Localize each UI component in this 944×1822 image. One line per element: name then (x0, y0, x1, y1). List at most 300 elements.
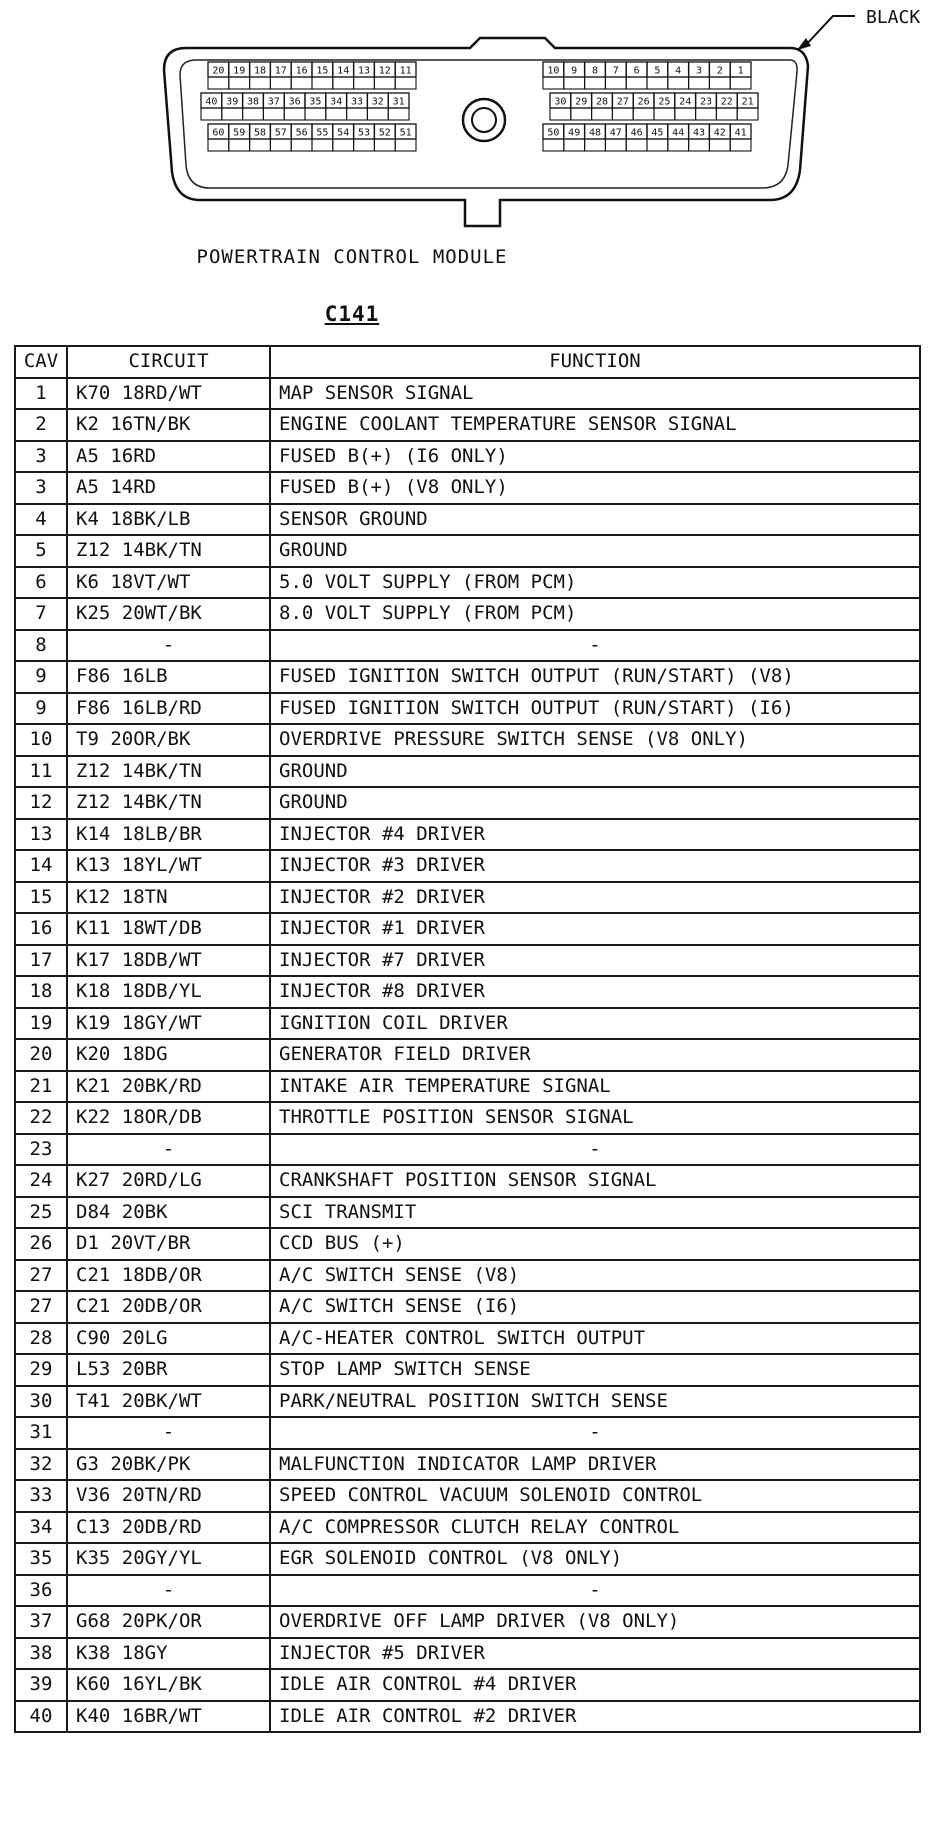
cav-cell: 6 (15, 567, 67, 599)
circuit-cell: K17 18DB/WT (67, 945, 270, 977)
table-row (15, 472, 920, 504)
pin-terminal (312, 139, 333, 151)
pin-number: 5 (654, 65, 661, 77)
circuit-cell: K40 16BR/WT (67, 1701, 270, 1733)
pin-number: 50 (547, 127, 560, 139)
table-row (15, 409, 920, 441)
table-row (15, 661, 920, 693)
pin-number: 11 (399, 65, 412, 77)
function-cell: MALFUNCTION INDICATOR LAMP DRIVER (270, 1449, 920, 1481)
pin-terminal (737, 108, 758, 120)
function-cell: SPEED CONTROL VACUUM SOLENOID CONTROL (270, 1480, 920, 1512)
cav-cell: 27 (15, 1291, 67, 1323)
table-row (15, 1039, 920, 1071)
cav-cell: 9 (15, 661, 67, 693)
table-row (15, 1669, 920, 1701)
pin-number: 31 (392, 96, 405, 108)
pin-number: 8 (591, 65, 599, 77)
pin-number: 19 (233, 65, 246, 77)
pin-number: 17 (274, 65, 287, 77)
pin-terminal (374, 77, 395, 89)
circuit-cell: Z12 14BK/TN (67, 535, 270, 567)
pin-number: 12 (378, 65, 391, 77)
pin-terminal (647, 139, 668, 151)
function-cell: INJECTOR #1 DRIVER (270, 913, 920, 945)
pin-terminal (675, 108, 696, 120)
pin-number: 43 (692, 127, 706, 139)
circuit-cell: K6 18VT/WT (67, 567, 270, 599)
circuit-cell: - (67, 1417, 270, 1449)
function-cell: ENGINE COOLANT TEMPERATURE SENSOR SIGNAL (270, 409, 920, 441)
table-row (15, 787, 920, 819)
pin-number: 38 (246, 96, 260, 108)
circuit-cell: L53 20BR (67, 1354, 270, 1386)
function-cell: INJECTOR #2 DRIVER (270, 882, 920, 914)
pin-number: 29 (575, 96, 588, 108)
pin-terminal (263, 108, 284, 120)
function-cell: GROUND (270, 787, 920, 819)
circuit-cell: K70 18RD/WT (67, 378, 270, 410)
header-circuit: CIRCUIT (67, 346, 270, 378)
circuit-cell: G68 20PK/OR (67, 1606, 270, 1638)
table-row (15, 1512, 920, 1544)
pin-number: 2 (716, 65, 723, 77)
pin-terminal (633, 108, 654, 120)
pin-terminal (312, 77, 333, 89)
function-cell: SCI TRANSMIT (270, 1197, 920, 1229)
table-row (15, 1197, 920, 1229)
function-cell: GENERATOR FIELD DRIVER (270, 1039, 920, 1071)
function-cell: - (270, 1134, 920, 1166)
table-row (15, 567, 920, 599)
pin-terminal (201, 108, 222, 120)
circuit-cell: K60 16YL/BK (67, 1669, 270, 1701)
pin-number: 18 (253, 65, 267, 77)
function-cell: - (270, 630, 920, 662)
cav-cell: 11 (15, 756, 67, 788)
pin-number: 30 (554, 96, 567, 108)
table-row (15, 1071, 920, 1103)
pin-terminal (326, 108, 347, 120)
pin-terminal (291, 139, 312, 151)
pin-number: 48 (588, 127, 602, 139)
circuit-cell: D1 20VT/BR (67, 1228, 270, 1260)
cav-cell: 40 (15, 1701, 67, 1733)
function-cell: INJECTOR #5 DRIVER (270, 1638, 920, 1670)
circuit-cell: G3 20BK/PK (67, 1449, 270, 1481)
pin-terminal (716, 108, 737, 120)
function-cell: INJECTOR #7 DRIVER (270, 945, 920, 977)
pin-number: 32 (371, 96, 384, 108)
pin-terminal (730, 139, 751, 151)
circuit-cell: K18 18DB/YL (67, 976, 270, 1008)
circuit-cell: K27 20RD/LG (67, 1165, 270, 1197)
cav-cell: 35 (15, 1543, 67, 1575)
pin-number: 37 (267, 96, 280, 108)
table-row (15, 724, 920, 756)
table-row (15, 441, 920, 473)
pin-terminal (571, 108, 592, 120)
circuit-cell: D84 20BK (67, 1197, 270, 1229)
table-row (15, 1575, 920, 1607)
pin-number: 49 (568, 127, 581, 139)
function-cell: IGNITION COIL DRIVER (270, 1008, 920, 1040)
circuit-cell: K14 18LB/BR (67, 819, 270, 851)
pin-terminal (605, 77, 626, 89)
table-row (15, 1008, 920, 1040)
table-row (15, 504, 920, 536)
pin-number: 45 (651, 127, 664, 139)
function-cell: CCD BUS (+) (270, 1228, 920, 1260)
pin-terminal (250, 139, 271, 151)
function-cell: FUSED B(+) (V8 ONLY) (270, 472, 920, 504)
pin-terminal (730, 77, 751, 89)
pin-terminal (564, 77, 585, 89)
circuit-cell: Z12 14BK/TN (67, 787, 270, 819)
table-row (15, 693, 920, 725)
table-row (15, 882, 920, 914)
circuit-cell: F86 16LB/RD (67, 693, 270, 725)
cav-cell: 22 (15, 1102, 67, 1134)
pin-terminal (647, 77, 668, 89)
pin-terminal (270, 77, 291, 89)
pin-terminal (229, 77, 250, 89)
pin-number: 21 (741, 96, 754, 108)
cav-cell: 10 (15, 724, 67, 756)
cav-cell: 3 (15, 441, 67, 473)
pin-number: 51 (399, 127, 412, 139)
pin-number: 6 (633, 65, 640, 77)
circuit-cell: C21 18DB/OR (67, 1260, 270, 1292)
cav-cell: 16 (15, 913, 67, 945)
table-row (15, 850, 920, 882)
pin-number: 25 (658, 96, 671, 108)
pin-function-table (14, 345, 921, 1733)
connector-center-bolt-inner (472, 108, 496, 132)
pin-terminal (585, 77, 606, 89)
circuit-cell: K19 18GY/WT (67, 1008, 270, 1040)
cav-cell: 23 (15, 1134, 67, 1166)
circuit-cell: V36 20TN/RD (67, 1480, 270, 1512)
cav-cell: 38 (15, 1638, 67, 1670)
pin-number: 35 (309, 96, 322, 108)
pin-number: 24 (679, 96, 692, 108)
pin-number: 13 (357, 65, 371, 77)
header-function: FUNCTION (270, 346, 920, 378)
cav-cell: 12 (15, 787, 67, 819)
pin-terminal (592, 108, 613, 120)
pin-terminal (333, 139, 354, 151)
function-cell: INJECTOR #8 DRIVER (270, 976, 920, 1008)
circuit-cell: - (67, 1575, 270, 1607)
table-row (15, 1638, 920, 1670)
cav-cell: 30 (15, 1386, 67, 1418)
pin-terminal (354, 139, 375, 151)
function-cell: 5.0 VOLT SUPPLY (FROM PCM) (270, 567, 920, 599)
table-row (15, 945, 920, 977)
function-cell: INJECTOR #3 DRIVER (270, 850, 920, 882)
circuit-cell: Z12 14BK/TN (67, 756, 270, 788)
table-row (15, 1449, 920, 1481)
function-cell: A/C SWITCH SENSE (V8) (270, 1260, 920, 1292)
table-row (15, 1543, 920, 1575)
pin-terminal (626, 139, 647, 151)
circuit-cell: A5 14RD (67, 472, 270, 504)
cav-cell: 19 (15, 1008, 67, 1040)
pin-number: 4 (675, 65, 682, 77)
function-cell: THROTTLE POSITION SENSOR SIGNAL (270, 1102, 920, 1134)
circuit-cell: K4 18BK/LB (67, 504, 270, 536)
pin-terminal (689, 139, 710, 151)
function-cell: 8.0 VOLT SUPPLY (FROM PCM) (270, 598, 920, 630)
table-row (15, 976, 920, 1008)
cav-cell: 37 (15, 1606, 67, 1638)
pin-terminal (388, 108, 409, 120)
pin-number: 59 (233, 127, 246, 139)
table-row (15, 1480, 920, 1512)
pin-terminal (243, 108, 264, 120)
pin-number: 3 (695, 65, 703, 77)
cav-cell: 36 (15, 1575, 67, 1607)
function-cell: CRANKSHAFT POSITION SENSOR SIGNAL (270, 1165, 920, 1197)
pin-number: 57 (274, 127, 287, 139)
function-cell: FUSED IGNITION SWITCH OUTPUT (RUN/START) (V8) (270, 661, 920, 693)
circuit-cell: - (67, 1134, 270, 1166)
circuit-cell: F86 16LB (67, 661, 270, 693)
cav-cell: 15 (15, 882, 67, 914)
pin-number: 44 (672, 127, 685, 139)
pin-terminal (605, 139, 626, 151)
function-cell: - (270, 1575, 920, 1607)
pin-terminal (367, 108, 388, 120)
table-row (15, 1323, 920, 1355)
circuit-cell: K25 20WT/BK (67, 598, 270, 630)
pin-terminal (291, 77, 312, 89)
circuit-cell: K22 18OR/DB (67, 1102, 270, 1134)
pin-number: 28 (595, 96, 609, 108)
pin-number: 46 (630, 127, 643, 139)
pin-number: 22 (720, 96, 733, 108)
function-cell: A/C-HEATER CONTROL SWITCH OUTPUT (270, 1323, 920, 1355)
cav-cell: 26 (15, 1228, 67, 1260)
table-row (15, 630, 920, 662)
pin-number: 16 (295, 65, 308, 77)
pin-number: 54 (337, 127, 350, 139)
pin-terminal (347, 108, 368, 120)
color-label-leader (803, 16, 855, 48)
cav-cell: 32 (15, 1449, 67, 1481)
circuit-cell: A5 16RD (67, 441, 270, 473)
table-row (15, 1291, 920, 1323)
cav-cell: 8 (15, 630, 67, 662)
pin-terminal (354, 77, 375, 89)
circuit-cell: - (67, 630, 270, 662)
pin-number: 10 (547, 65, 560, 77)
pin-terminal (668, 77, 689, 89)
cav-cell: 3 (15, 472, 67, 504)
table-row (15, 535, 920, 567)
cav-cell: 20 (15, 1039, 67, 1071)
function-cell: OVERDRIVE OFF LAMP DRIVER (V8 ONLY) (270, 1606, 920, 1638)
function-cell: PARK/NEUTRAL POSITION SWITCH SENSE (270, 1386, 920, 1418)
connector-center-bolt (463, 99, 505, 141)
pin-terminal (654, 108, 675, 120)
pin-terminal (208, 77, 229, 89)
pin-terminal (395, 139, 416, 151)
pin-terminal (208, 139, 229, 151)
pin-number: 23 (699, 96, 713, 108)
pin-number: 9 (571, 65, 578, 77)
table-row (15, 1102, 920, 1134)
cav-cell: 5 (15, 535, 67, 567)
function-cell: FUSED B(+) (I6 ONLY) (270, 441, 920, 473)
pin-number: 36 (288, 96, 301, 108)
function-cell: EGR SOLENOID CONTROL (V8 ONLY) (270, 1543, 920, 1575)
circuit-cell: C21 20DB/OR (67, 1291, 270, 1323)
table-row (15, 819, 920, 851)
cav-cell: 31 (15, 1417, 67, 1449)
table-header-row (15, 346, 920, 378)
table-row (15, 598, 920, 630)
pin-number: 33 (350, 96, 364, 108)
pin-number: 27 (616, 96, 629, 108)
function-cell: INJECTOR #4 DRIVER (270, 819, 920, 851)
circuit-cell: K12 18TN (67, 882, 270, 914)
table-row (15, 1417, 920, 1449)
circuit-cell: K13 18YL/WT (67, 850, 270, 882)
pin-number: 55 (316, 127, 329, 139)
pin-terminal (543, 77, 564, 89)
connector-color-label: BLACK (866, 7, 921, 28)
pin-number: 40 (205, 96, 218, 108)
function-cell: A/C SWITCH SENSE (I6) (270, 1291, 920, 1323)
pin-number: 26 (637, 96, 650, 108)
circuit-cell: K38 18GY (67, 1638, 270, 1670)
pin-terminal (222, 108, 243, 120)
cav-cell: 18 (15, 976, 67, 1008)
pin-number: 14 (337, 65, 350, 77)
cav-cell: 33 (15, 1480, 67, 1512)
function-cell: GROUND (270, 535, 920, 567)
table-row (15, 378, 920, 410)
circuit-cell: K11 18WT/DB (67, 913, 270, 945)
pin-terminal (374, 139, 395, 151)
function-cell: IDLE AIR CONTROL #4 DRIVER (270, 1669, 920, 1701)
pin-terminal (333, 77, 354, 89)
pin-number: 34 (330, 96, 343, 108)
pin-terminal (229, 139, 250, 151)
function-cell: INTAKE AIR TEMPERATURE SIGNAL (270, 1071, 920, 1103)
cav-cell: 39 (15, 1669, 67, 1701)
pin-terminal (696, 108, 717, 120)
table-row (15, 756, 920, 788)
function-cell: A/C COMPRESSOR CLUTCH RELAY CONTROL (270, 1512, 920, 1544)
pin-terminal (395, 77, 416, 89)
table-row (15, 1606, 920, 1638)
function-cell: MAP SENSOR SIGNAL (270, 378, 920, 410)
circuit-cell: K20 18DG (67, 1039, 270, 1071)
function-cell: - (270, 1417, 920, 1449)
pin-terminal (626, 77, 647, 89)
table-row (15, 1701, 920, 1733)
pin-number: 20 (212, 65, 225, 77)
pin-number: 52 (378, 127, 391, 139)
circuit-cell: K2 16TN/BK (67, 409, 270, 441)
cav-cell: 25 (15, 1197, 67, 1229)
cav-cell: 9 (15, 693, 67, 725)
function-cell: SENSOR GROUND (270, 504, 920, 536)
cav-cell: 2 (15, 409, 67, 441)
function-cell: STOP LAMP SWITCH SENSE (270, 1354, 920, 1386)
table-row (15, 1165, 920, 1197)
circuit-cell: C13 20DB/RD (67, 1512, 270, 1544)
pin-number: 42 (713, 127, 726, 139)
header-cav: CAV (15, 346, 67, 378)
module-caption: POWERTRAIN CONTROL MODULE (196, 246, 508, 268)
cav-cell: 1 (15, 378, 67, 410)
circuit-cell: K35 20GY/YL (67, 1543, 270, 1575)
pin-number: 60 (212, 127, 225, 139)
function-cell: GROUND (270, 756, 920, 788)
circuit-cell: T9 20OR/BK (67, 724, 270, 756)
pin-terminal (689, 77, 710, 89)
cav-cell: 13 (15, 819, 67, 851)
pin-number: 7 (612, 65, 619, 77)
table-row (15, 1354, 920, 1386)
pin-number: 47 (609, 127, 622, 139)
function-cell: IDLE AIR CONTROL #2 DRIVER (270, 1701, 920, 1733)
pin-terminal (284, 108, 305, 120)
circuit-cell: C90 20LG (67, 1323, 270, 1355)
pin-groups (201, 62, 758, 151)
table-row (15, 913, 920, 945)
pin-number: 56 (295, 127, 308, 139)
cav-cell: 14 (15, 850, 67, 882)
cav-cell: 17 (15, 945, 67, 977)
pin-terminal (550, 108, 571, 120)
pin-number: 41 (734, 127, 747, 139)
function-cell: OVERDRIVE PRESSURE SWITCH SENSE (V8 ONLY) (270, 724, 920, 756)
cav-cell: 27 (15, 1260, 67, 1292)
cav-cell: 29 (15, 1354, 67, 1386)
table-row (15, 1260, 920, 1292)
pin-terminal (250, 77, 271, 89)
pin-number: 58 (253, 127, 267, 139)
cav-cell: 4 (15, 504, 67, 536)
circuit-cell: T41 20BK/WT (67, 1386, 270, 1418)
pin-number: 53 (357, 127, 371, 139)
pin-terminal (270, 139, 291, 151)
cav-cell: 34 (15, 1512, 67, 1544)
pin-number: 15 (316, 65, 329, 77)
cav-cell: 28 (15, 1323, 67, 1355)
pin-terminal (585, 139, 606, 151)
connector-id: C141 (324, 302, 380, 326)
table-row (15, 1228, 920, 1260)
pin-terminal (668, 139, 689, 151)
pin-terminal (709, 139, 730, 151)
pin-terminal (564, 139, 585, 151)
pin-number: 39 (226, 96, 239, 108)
circuit-cell: K21 20BK/RD (67, 1071, 270, 1103)
table-row (15, 1386, 920, 1418)
pin-terminal (543, 139, 564, 151)
pin-terminal (612, 108, 633, 120)
function-cell: FUSED IGNITION SWITCH OUTPUT (RUN/START) (I6) (270, 693, 920, 725)
table-row (15, 1134, 920, 1166)
pin-terminal (305, 108, 326, 120)
cav-cell: 24 (15, 1165, 67, 1197)
